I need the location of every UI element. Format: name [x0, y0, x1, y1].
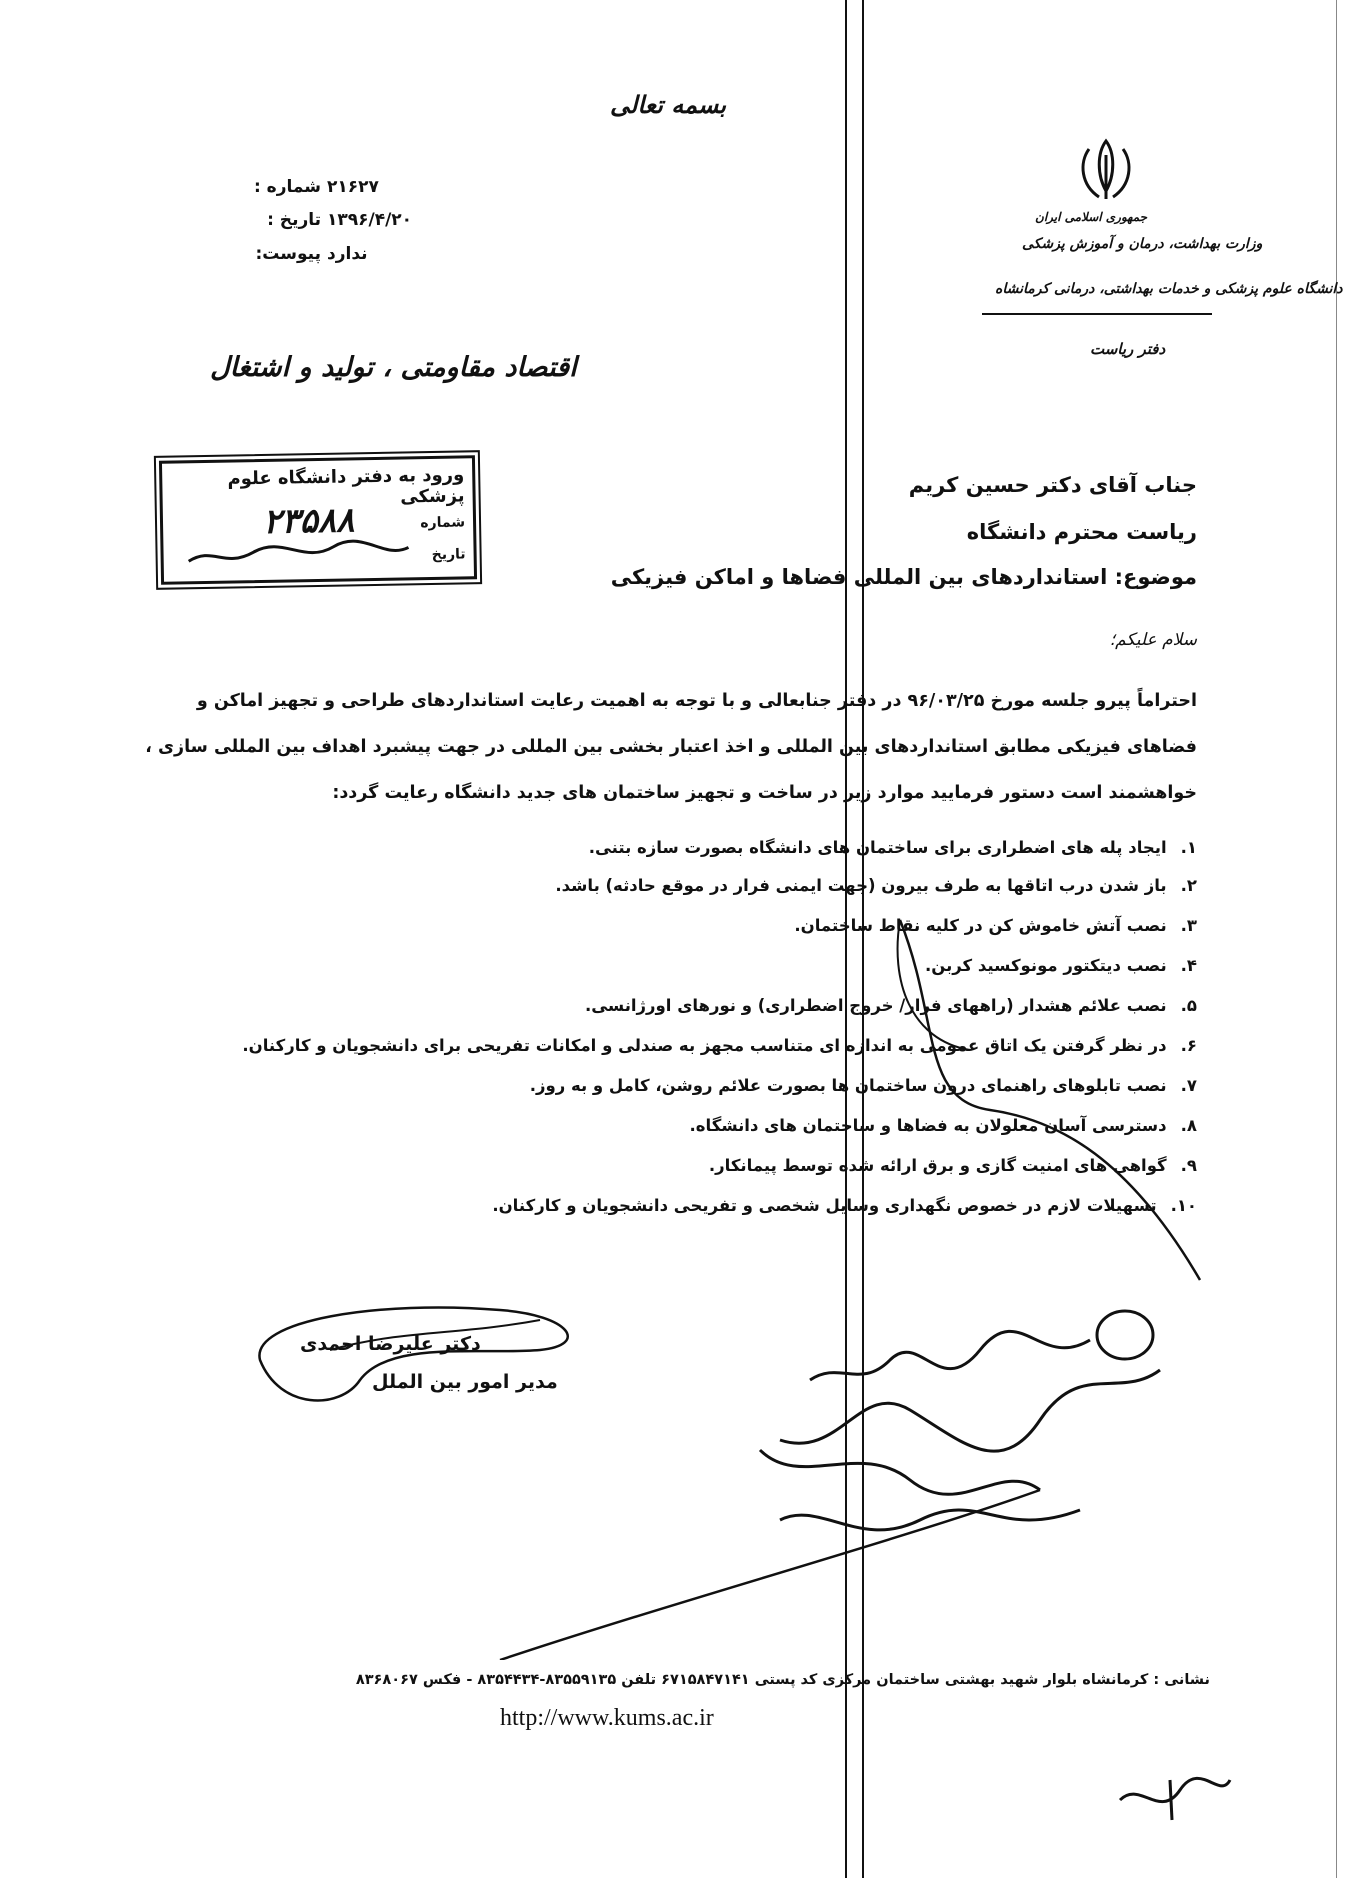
- signatory-title: مدیر امور بین الملل: [372, 1371, 558, 1393]
- list-item-text: نصب آتش خاموش کن در کلیه نقاط ساختمان.: [794, 916, 1167, 935]
- footer-website: http://www.kums.ac.ir: [500, 1705, 714, 1731]
- list-item-text: نصب علائم هشدار (راههای فرار/ خروج اضطراری) و نورهای اورژانسی.: [584, 996, 1167, 1015]
- letter-number-row: [241, 177, 427, 197]
- paragraph-line: فضاهای فیزیکی مطابق استانداردهای بین المللی و اخذ اعتبار بخشی بین المللی در جهت پیشبرد اهداف بین المللی سازی ،: [145, 737, 1197, 757]
- letter-attachment-row: [241, 244, 427, 264]
- stamp-title: ورود به دفتر دانشگاه علوم پزشکی: [227, 464, 465, 508]
- attachment-value: ندارد: [327, 244, 368, 264]
- entry-stamp: [159, 455, 477, 584]
- list-item-number: ۳.: [1180, 916, 1197, 935]
- signatory-name: دکتر علیرضا احمدی: [300, 1333, 481, 1355]
- list-item-number: ۱۰.: [1170, 1196, 1197, 1215]
- subject-line: [611, 565, 1197, 589]
- subject-text: استانداردهای بین المللی فضاها و اماکن فیزیکی: [610, 565, 1108, 589]
- org-ministry: وزارت بهداشت، درمان و آموزش پزشکی: [1022, 236, 1263, 252]
- org-university: دانشگاه علوم پزشکی و خدمات بهداشتی، درمانی کرمانشاه: [995, 281, 1343, 297]
- list-item-number: ۶.: [1180, 1036, 1197, 1055]
- letter-date-row: [241, 210, 427, 230]
- number-label: شماره :: [253, 177, 321, 197]
- list-item-text: دسترسی آسان معلولان به فضاها و ساختمان های دانشگاه.: [689, 1116, 1167, 1135]
- stamp-number-label: شماره: [420, 514, 466, 532]
- list-item: [589, 838, 1197, 857]
- list-item-number: ۴.: [1180, 956, 1197, 975]
- org-country: جمهوری اسلامی ایران: [1035, 210, 1148, 224]
- recipient-name: جناب آقای دکتر حسین کریم: [908, 473, 1197, 497]
- greeting-text: سلام علیکم؛: [1109, 630, 1197, 650]
- paragraph-line: خواهشمند است دستور فرمایید موارد زیر در ساخت و تجهیز ساختمان های جدید دانشگاه رعایت گردد:: [332, 783, 1197, 803]
- handwritten-annotation: [480, 1240, 1280, 1660]
- date-value: ۱۳۹۶/۴/۲۰: [327, 210, 413, 230]
- number-value: ۲۱۶۲۷: [327, 177, 379, 197]
- footer-address: نشانی : کرمانشاه بلوار شهید بهشتی ساختمان مرکزی کد پستی ۶۷۱۵۸۴۷۱۴۱ تلفن ۸۳۵۵۹۱۳۵-۸۳۵۴۴۳۴ - فکس ۸۳۶۸۰۶۷: [355, 1672, 1210, 1688]
- list-item-text: ایجاد پله های اضطراری برای ساختمان های دانشگاه بصورت سازه بتنی.: [588, 838, 1167, 857]
- list-item-text: تسهیلات لازم در خصوص نگهداری وسایل شخصی و تفریحی دانشجویان و کارکنان.: [492, 1196, 1157, 1215]
- list-item-number: ۵.: [1180, 996, 1197, 1015]
- list-item-number: ۸.: [1180, 1116, 1197, 1135]
- stamp-date-scribble: [183, 537, 413, 571]
- corner-scribble: [1110, 1760, 1240, 1840]
- list-item-text: نصب دیتکتور مونوکسید کربن.: [924, 956, 1167, 975]
- margin-scribble: [880, 900, 1220, 1300]
- org-office: دفتر ریاست: [1090, 340, 1166, 358]
- list-item-text: گواهی های امنیت گازی و برق ارائه شده توسط پیمانکار.: [708, 1156, 1167, 1175]
- motto-text: اقتصاد مقاومتی ، تولید و اشتغال: [210, 352, 577, 383]
- paragraph-line: احتراماً پیرو جلسه مورخ ۹۶/۰۳/۲۵ در دفتر جنابعالی و با توجه به اهمیت رعایت استانداردهای طراحی و تجهیز اماکن و: [196, 691, 1197, 711]
- date-label: تاریخ :: [267, 210, 321, 230]
- subject-label: موضوع:: [1114, 565, 1197, 589]
- list-item-number: ۷.: [1180, 1076, 1197, 1095]
- org-divider: [982, 313, 1212, 315]
- list-item-number: ۲.: [1180, 876, 1197, 895]
- iran-emblem-icon: [1075, 135, 1137, 205]
- list-item: [555, 876, 1197, 895]
- attachment-label: پیوست:: [255, 244, 321, 264]
- list-item-number: ۹.: [1180, 1156, 1197, 1175]
- body-paragraph: [92, 678, 1197, 816]
- recipient-title: ریاست محترم دانشگاه: [966, 520, 1197, 544]
- bismillah-heading: بسمه تعالی: [610, 90, 727, 119]
- list-item-number: ۱.: [1180, 838, 1197, 857]
- stamp-date-label: تاریخ: [431, 546, 466, 564]
- list-item-text: در نظر گرفتن یک اتاق عمومی به اندازه ای متناسب مجهز به صندلی و امکانات تفریحی برای دانشجویان و کارکنان.: [242, 1036, 1167, 1055]
- list-item-text: نصب تابلوهای راهنمای درون ساختمان ها بصورت علائم روشن، کامل و به روز.: [529, 1076, 1167, 1095]
- list-item-text: باز شدن درب اتاقها به طرف بیرون (جهت ایمنی فرار در موقع حادثه) باشد.: [555, 876, 1167, 895]
- stamp-number-value: ۲۳۵۸۸: [262, 500, 355, 542]
